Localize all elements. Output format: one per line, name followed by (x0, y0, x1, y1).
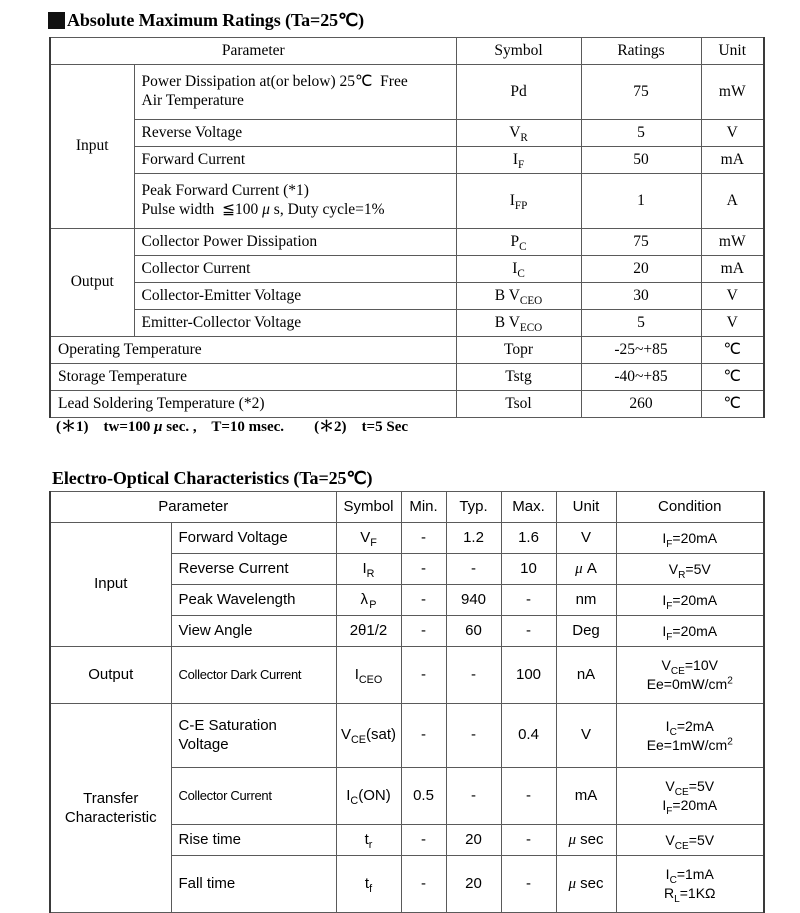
unit-vf: V (556, 523, 616, 554)
min-tr: - (401, 825, 446, 856)
absolute-maximum-ratings-heading (48, 10, 364, 31)
col-header-ratings: Ratings (581, 38, 701, 65)
footnote-mark-1: (＊1) (56, 419, 89, 435)
param-collector-dark-current: Collector Dark Current (171, 647, 336, 704)
table-header-row (50, 492, 764, 523)
min-vf: - (401, 523, 446, 554)
param-lead-soldering-temperature: Lead Soldering Temperature (*2) (50, 391, 456, 418)
symbol-bveco: B $V_{ECO}$ (456, 310, 581, 337)
condition-lambda: $I_F=20mA$ (616, 585, 764, 616)
min-icon: 0.5 (401, 768, 446, 825)
rating-bveco: 5 (581, 310, 701, 337)
min-tf: - (401, 856, 446, 913)
absolute-maximum-ratings-table (49, 37, 765, 418)
unit-ifp: A (701, 174, 764, 229)
param-collector-current-on: Collector Current (171, 768, 336, 825)
table-row (50, 704, 764, 768)
param-peak-forward-current: Peak Forward Current (*1) Pulse width ≦100 μ s, Duty cycle=1% (134, 174, 456, 229)
col-header-unit: Unit (556, 492, 616, 523)
typ-tr: 20 (446, 825, 501, 856)
black-square-bullet-icon (48, 12, 65, 29)
col-header-unit: Unit (701, 38, 764, 65)
symbol-pc: $P_C$ (456, 229, 581, 256)
param-collector-power-dissipation: Collector Power Dissipation (134, 229, 456, 256)
table-row (50, 65, 764, 120)
param-power-dissipation: Power Dissipation at(or below) 25℃ Free Air Temperature (134, 65, 456, 120)
table-row (50, 523, 764, 554)
group-label-output: Output (50, 647, 171, 704)
table-row (50, 120, 764, 147)
rating-ifp: 1 (581, 174, 701, 229)
footnote-text-1: tw=100 μ sec. , T=10 msec. (103, 419, 285, 435)
min-vcesat: - (401, 704, 446, 768)
max-view-angle: - (501, 616, 556, 647)
max-tr: - (501, 825, 556, 856)
table-row (50, 256, 764, 283)
param-forward-voltage: Forward Voltage (171, 523, 336, 554)
condition-tf: $I_C=1mA$ $R_L=1K\Omega$ (616, 856, 764, 913)
unit-bveco: V (701, 310, 764, 337)
rating-vr: 5 (581, 120, 701, 147)
symbol-view-angle: 2θ1/2 (336, 616, 401, 647)
param-ce-saturation-voltage: C-E Saturation Voltage (171, 704, 336, 768)
max-tf: - (501, 856, 556, 913)
typ-vf: 1.2 (446, 523, 501, 554)
symbol-tsol: Tsol (456, 391, 581, 418)
typ-ir: - (446, 554, 501, 585)
electro-optical-title: Electro-Optical Characteristics (Ta=25℃) (52, 468, 373, 488)
unit-tf: μ sec (556, 856, 616, 913)
max-icon: - (501, 768, 556, 825)
unit-lambda: nm (556, 585, 616, 616)
condition-vf: $I_F=20mA$ (616, 523, 764, 554)
param-collector-emitter-voltage: Collector-Emitter Voltage (134, 283, 456, 310)
param-peak-wavelength: Peak Wavelength (171, 585, 336, 616)
footnote-mark-2: (＊2) (314, 419, 347, 435)
min-view-angle: - (401, 616, 446, 647)
table-row (50, 364, 764, 391)
unit-vcesat: V (556, 704, 616, 768)
group-label-input: Input (50, 523, 171, 647)
table-row (50, 283, 764, 310)
unit-bvceo: V (701, 283, 764, 310)
rating-ic: 20 (581, 256, 701, 283)
col-header-condition: Condition (616, 492, 764, 523)
typ-iceo: - (446, 647, 501, 704)
unit-ir: μ A (556, 554, 616, 585)
typ-tf: 20 (446, 856, 501, 913)
group-label-transfer-characteristic: Transfer Characteristic (50, 704, 171, 913)
col-header-parameter: Parameter (50, 38, 456, 65)
param-collector-current: Collector Current (134, 256, 456, 283)
param-reverse-voltage: Reverse Voltage (134, 120, 456, 147)
electro-optical-characteristics-table (49, 491, 765, 913)
condition-icon: $V_{CE}=5V$ $I_F=20mA$ (616, 768, 764, 825)
rating-topr: -25~+85 (581, 337, 701, 364)
table-row (50, 391, 764, 418)
typ-view-angle: 60 (446, 616, 501, 647)
min-iceo: - (401, 647, 446, 704)
table-row (50, 337, 764, 364)
col-header-symbol: Symbol (336, 492, 401, 523)
symbol-tstg: Tstg (456, 364, 581, 391)
unit-ic: mA (701, 256, 764, 283)
unit-iceo: nA (556, 647, 616, 704)
min-lambda: - (401, 585, 446, 616)
typ-lambda: 940 (446, 585, 501, 616)
unit-tr: μ sec (556, 825, 616, 856)
unit-pd: mW (701, 65, 764, 120)
typ-icon: - (446, 768, 501, 825)
max-ir: 10 (501, 554, 556, 585)
symbol-lambda-p: λ $_P$ (336, 585, 401, 616)
param-storage-temperature: Storage Temperature (50, 364, 456, 391)
condition-iceo: $V_{CE}=10V$ $Ee=0mW/cm^2$ (616, 647, 764, 704)
table-row (50, 147, 764, 174)
rating-bvceo: 30 (581, 283, 701, 310)
max-vf: 1.6 (501, 523, 556, 554)
symbol-ifp: $I_{FP}$ (456, 174, 581, 229)
condition-tr: $V_{CE}=5V$ (616, 825, 764, 856)
rating-tstg: -40~+85 (581, 364, 701, 391)
symbol-vf: $V_F$ (336, 523, 401, 554)
param-fall-time: Fall time (171, 856, 336, 913)
unit-icon: mA (556, 768, 616, 825)
absolute-maximum-ratings-title: Absolute Maximum Ratings (Ta=25℃) (67, 10, 365, 30)
condition-view-angle: $I_F=20mA$ (616, 616, 764, 647)
param-forward-current: Forward Current (134, 147, 456, 174)
param-view-angle: View Angle (171, 616, 336, 647)
col-header-parameter: Parameter (50, 492, 336, 523)
rating-pc: 75 (581, 229, 701, 256)
max-lambda: - (501, 585, 556, 616)
col-header-max: Max. (501, 492, 556, 523)
param-emitter-collector-voltage: Emitter-Collector Voltage (134, 310, 456, 337)
symbol-if: $I_F$ (456, 147, 581, 174)
param-reverse-current: Reverse Current (171, 554, 336, 585)
symbol-bvceo: B $V_{CEO}$ (456, 283, 581, 310)
col-header-typ: Typ. (446, 492, 501, 523)
electro-optical-characteristics-heading (52, 468, 372, 489)
table-row (50, 310, 764, 337)
unit-tstg: ℃ (701, 364, 764, 391)
rating-if: 50 (581, 147, 701, 174)
table-row (50, 229, 764, 256)
symbol-pd: Pd (456, 65, 581, 120)
max-iceo: 100 (501, 647, 556, 704)
table-row (50, 174, 764, 229)
footnote-text-2: t=5 Sec (361, 419, 409, 435)
min-ir: - (401, 554, 446, 585)
symbol-tr: $t_r$ (336, 825, 401, 856)
rating-tsol: 260 (581, 391, 701, 418)
unit-topr: ℃ (701, 337, 764, 364)
symbol-vr: $V_R$ (456, 120, 581, 147)
symbol-icon: $I_C(ON)$ (336, 768, 401, 825)
symbol-topr: Topr (456, 337, 581, 364)
col-header-symbol: Symbol (456, 38, 581, 65)
table-row (50, 647, 764, 704)
symbol-tf: $t_f$ (336, 856, 401, 913)
condition-vcesat: $I_C=2mA$ $Ee=1mW/cm^2$ (616, 704, 764, 768)
symbol-ir: $I_R$ (336, 554, 401, 585)
symbol-iceo: $I_{CEO}$ (336, 647, 401, 704)
group-label-input: Input (50, 65, 134, 229)
param-rise-time: Rise time (171, 825, 336, 856)
symbol-ic: $I_C$ (456, 256, 581, 283)
absolute-maximum-footnote (56, 415, 408, 436)
unit-vr: V (701, 120, 764, 147)
typ-vcesat: - (446, 704, 501, 768)
col-header-min: Min. (401, 492, 446, 523)
unit-pc: mW (701, 229, 764, 256)
unit-if: mA (701, 147, 764, 174)
unit-tsol: ℃ (701, 391, 764, 418)
param-operating-temperature: Operating Temperature (50, 337, 456, 364)
rating-pd: 75 (581, 65, 701, 120)
unit-view-angle: Deg (556, 616, 616, 647)
group-label-output: Output (50, 229, 134, 337)
condition-ir: $V_R=5V$ (616, 554, 764, 585)
table-header-row (50, 38, 764, 65)
max-vcesat: 0.4 (501, 704, 556, 768)
symbol-vcesat: $V_{CE}(sat)$ (336, 704, 401, 768)
